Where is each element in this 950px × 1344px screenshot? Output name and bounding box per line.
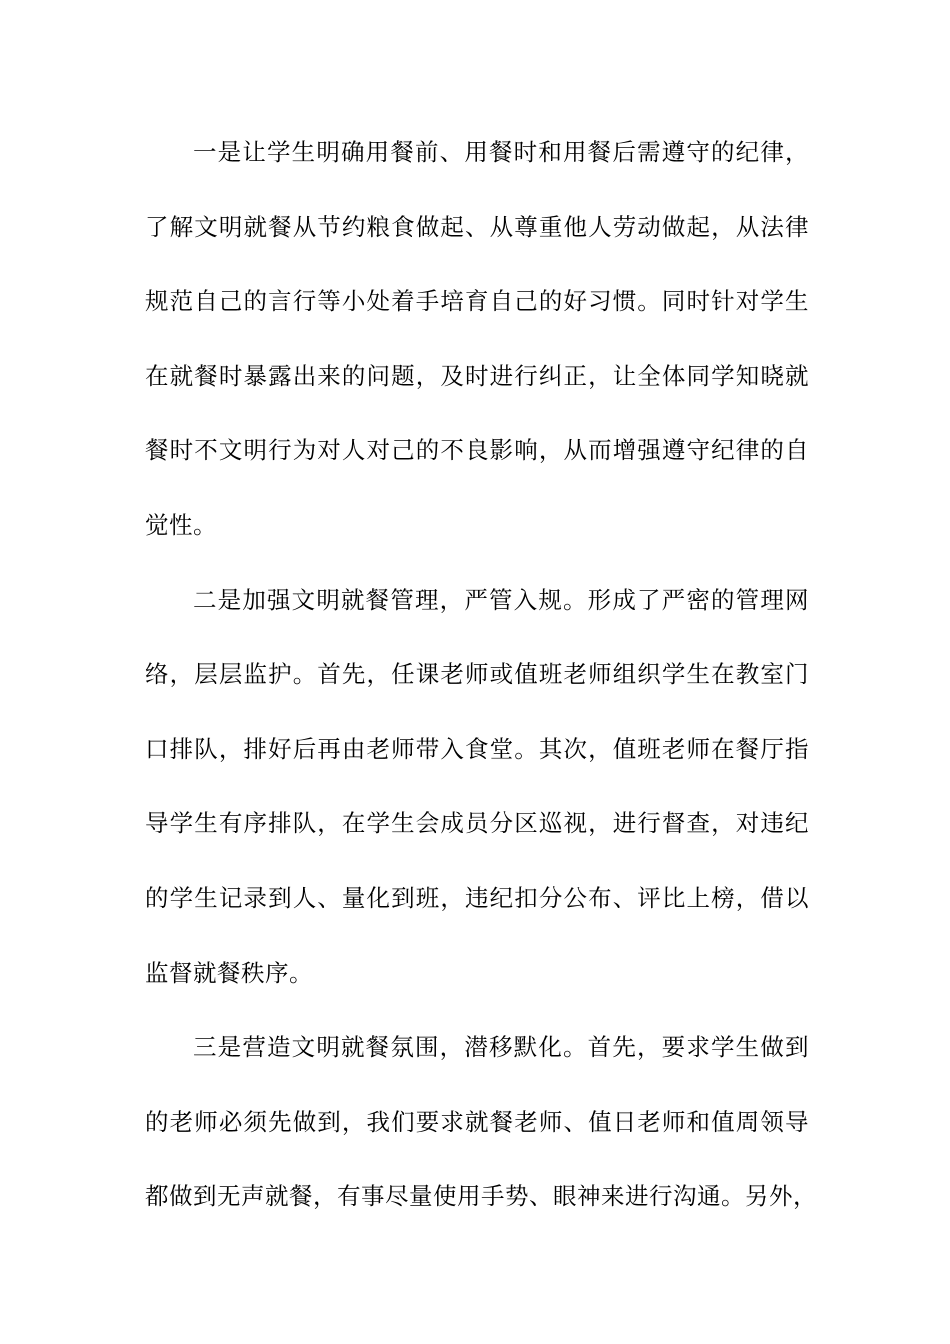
paragraph-1-line-4: 在就餐时暴露出来的问题，及时进行纠正，让全体同学知晓就 [145,361,809,390]
paragraph-3-line-1: 三是营造文明就餐氛围，潜移默化。首先，要求学生做到 [193,1033,809,1062]
document-body [145,124,817,1243]
paragraph-1-line-3: 规范自己的言行等小处着手培育自己的好习惯。同时针对学生 [145,287,809,316]
paragraph-3-line-2: 的老师必须先做到，我们要求就餐老师、值日老师和值周领导 [145,1107,809,1136]
paragraph-2-line-3: 口排队，排好后再由老师带入食堂。其次，值班老师在餐厅指 [145,734,809,763]
paragraph-2-line-4: 导学生有序排队，在学生会成员分区巡视，进行督查，对违纪 [145,809,809,838]
paragraph-1-line-6: 觉性。 [145,510,217,539]
paragraph-2-line-1: 二是加强文明就餐管理，严管入规。形成了严密的管理网 [193,585,809,614]
paragraph-2-line-6: 监督就餐秩序。 [145,958,313,987]
paragraph-2-line-2: 络，层层监护。首先，任课老师或值班老师组织学生在教室门 [145,660,809,689]
paragraph-2-line-5: 的学生记录到人、量化到班，违纪扣分公布、评比上榜，借以 [145,883,809,912]
paragraph-1-line-1: 一是让学生明确用餐前、用餐时和用餐后需遵守的纪律， [193,138,809,166]
paragraph-3-line-3: 都做到无声就餐，有事尽量使用手势、眼神来进行沟通。另外， [145,1182,817,1211]
paragraph-1-line-2: 了解文明就餐从节约粮食做起、从尊重他人劳动做起，从法律 [145,212,809,241]
paragraph-1-line-5: 餐时不文明行为对人对己的不良影响，从而增强遵守纪律的自 [145,436,809,465]
